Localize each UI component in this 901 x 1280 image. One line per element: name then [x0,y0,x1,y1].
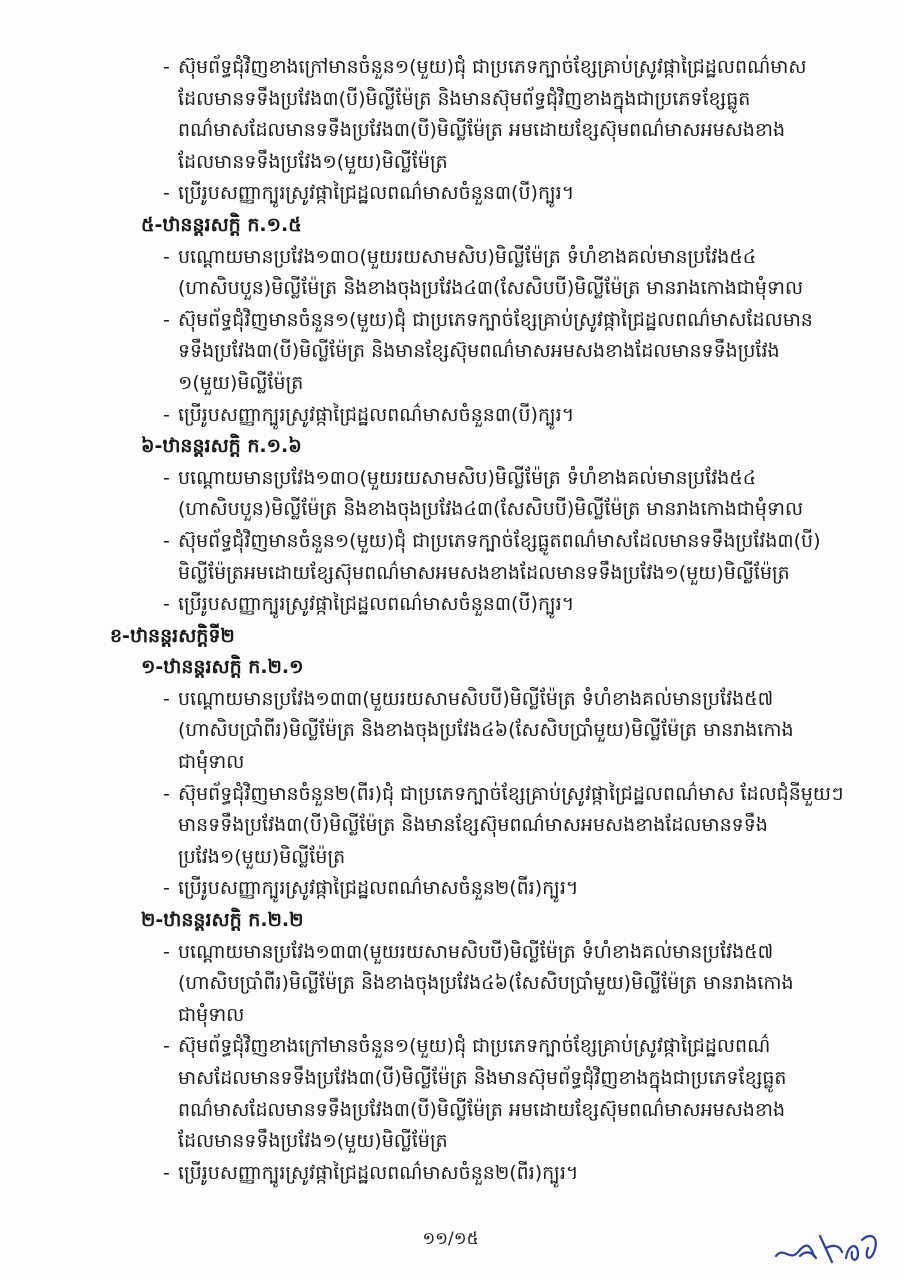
bullet-dash: - [163,466,170,489]
bullet-dash: - [163,877,170,900]
subsection-heading [0,652,901,684]
page-number: ១១/១៥ [422,1229,479,1249]
section-heading [0,621,901,653]
bullet-dash: - [163,1161,170,1184]
bullet-continuation [0,273,901,305]
bullet-continuation [0,84,901,116]
bullet-item [0,242,901,274]
line-text: ប្រើរូបសញ្ញាក្បូរស្រូវផ្កាជ្រៃដ្ឋលពណ៌មាសចំនួន២(ពីរ)ក្បូរ។ [178,1161,579,1184]
line-text: ៥-ឋានន្តរសក្តិ ក.១.៥ [141,213,302,236]
line-text: ១-ឋានន្តរសក្តិ ក.២.១ [141,656,304,679]
bullet-continuation [0,558,901,590]
line-text: ប្រើរូបសញ្ញាក្បូរស្រូវផ្កាជ្រៃដ្ឋលពណ៌មាសចំនួន៣(បី)ក្បូរ។ [178,593,575,616]
bullet-dash: - [163,782,170,805]
bullet-item [0,779,901,811]
handwritten-signature [770,1222,888,1272]
bullet-dash: - [163,687,170,710]
line-text: (ហាសិបប្រាំពីរ)មិល្លីម៉ែត្រ និងខាងចុងប្រវែង៤៦(សែសិបប្រាំមួយ)មិល្លីម៉ែត្រ មានរាងកោង [178,719,794,742]
bullet-item [0,1031,901,1063]
bullet-continuation [0,147,901,179]
bullet-item [0,400,901,432]
document-body [0,52,901,1189]
bullet-dash: - [163,308,170,331]
line-text: ប្រើរូបសញ្ញាក្បូរស្រូវផ្កាជ្រៃដ្ឋលពណ៌មាសចំនួន៣(បី)ក្បូរ។ [178,403,575,426]
bullet-dash: - [163,1035,170,1058]
line-text: ពណ៌មាសដែលមានទទឹងប្រវែង៣(បី)មិល្លីម៉ែត្រ អមដោយខ្សែស៊ុមពណ៌មាសអមសងខាង [178,119,786,142]
line-text: ២-ឋានន្តរសក្តិ ក.២.២ [141,909,304,932]
bullet-item [0,589,901,621]
bullet-continuation [0,968,901,1000]
line-text: ស៊ុមព័ទ្ធជុំវិញខាងក្រៅមានចំនួន១(មួយ)ជុំ ជាប្រភេទក្បាច់ខ្សែគ្រាប់ស្រូវផ្កាជ្រៃដ្ឋលពណ៌ [178,1035,771,1058]
line-text: បណ្តោយមានប្រវែង១៣៣(មួយរយសាមសិបបី)មិល្លីម៉ែត្រ ទំហំខាងគល់មានប្រវែង៥៧ [178,687,774,710]
bullet-continuation [0,1095,901,1127]
bullet-continuation [0,747,901,779]
bullet-item [0,684,901,716]
bullet-continuation [0,842,901,874]
line-text: មាសដែលមានទទឹងប្រវែង៣(បី)មិល្លីម៉ែត្រ និងមានស៊ុមព័ទ្ធជុំវិញខាងក្នុងជាប្រភេទខ្សែធ្លូត [178,1067,787,1089]
bullet-continuation [0,1063,901,1095]
subsection-heading [0,431,901,463]
line-text: ប្រើរូបសញ្ញាក្បូរស្រូវផ្កាជ្រៃដ្ឋលពណ៌មាសចំនួន៣(បី)ក្បូរ។ [178,182,575,205]
line-text: ស៊ុមព័ទ្ធជុំវិញមានចំនួន១(មួយ)ជុំ ជាប្រភេទក្បាច់ខ្សែធ្លូតពណ៌មាសដែលមានទទឹងប្រវែង៣(បី) [178,529,821,552]
bullet-item [0,1158,901,1190]
bullet-item [0,526,901,558]
bullet-dash: - [163,403,170,426]
line-text: មានទទឹងប្រវែង៣(បី)មិល្លីម៉ែត្រ និងមានខ្សែស៊ុមពណ៌មាសអមសងខាងដែលមានទទឹង [178,814,768,837]
bullet-item [0,52,901,84]
line-text: ១(មួយ)មិល្លីម៉ែត្រ [178,371,304,394]
bullet-continuation [0,810,901,842]
line-text: ស៊ុមព័ទ្ធជុំវិញខាងក្រៅមានចំនួន១(មួយ)ជុំ ជាប្រភេទក្បាច់ខ្សែគ្រាប់ស្រូវផ្កាជ្រៃដ្ឋលពណ៌មាស [178,56,807,78]
line-text: បណ្តោយមានប្រវែង១៣០(មួយរយសាមសិប)មិល្លីម៉ែត្រ ទំហំខាងគល់មានប្រវែង៥៤ [178,466,757,489]
line-text: (ហាសិបបួន)មិល្លីម៉ែត្រ និងខាងចុងប្រវែង៤៣(សែសិបបី)មិល្លីម៉ែត្រ មានរាងកោងជាមុំទាល [178,498,804,521]
subsection-heading [0,905,901,937]
bullet-continuation [0,115,901,147]
line-text: បណ្តោយមានប្រវែង១៣០(មួយរយសាមសិប)មិល្លីម៉ែត្រ ទំហំខាងគល់មានប្រវែង៥៤ [178,245,757,268]
line-text: ស៊ុមព័ទ្ធជុំវិញមានចំនួន១(មួយ)ជុំ ជាប្រភេទក្បាច់ខ្សែគ្រាប់ស្រូវផ្កាជ្រៃដ្ឋលពណ៌មាសដែលមាន [178,308,813,331]
bullet-continuation [0,494,901,526]
line-text: (ហាសិបប្រាំពីរ)មិល្លីម៉ែត្រ និងខាងចុងប្រវែង៤៦(សែសិបប្រាំមួយ)មិល្លីម៉ែត្រ មានរាងកោង [178,972,794,995]
bullet-dash: - [163,56,170,78]
bullet-item [0,463,901,495]
line-text: ខ-ឋានន្តរសក្តិទី២ [110,624,235,647]
line-text: ជាមុំទាល [178,751,245,774]
bullet-continuation [0,1126,901,1158]
bullet-dash: - [163,529,170,552]
line-text: ទទឹងប្រវែង៣(បី)មិល្លីម៉ែត្រ និងមានខ្សែស៊ុមពណ៌មាសអមសងខាងដែលមានទទឹងប្រវែង [178,340,780,363]
line-text: ប្រើរូបសញ្ញាក្បូរស្រូវផ្កាជ្រៃដ្ឋលពណ៌មាសចំនួន២(ពីរ)ក្បូរ។ [178,877,579,900]
bullet-item [0,873,901,905]
bullet-continuation [0,368,901,400]
line-text: ជាមុំទាល [178,1003,245,1026]
line-text: ពណ៌មាសដែលមានទទឹងប្រវែង៣(បី)មិល្លីម៉ែត្រ អមដោយខ្សែស៊ុមពណ៌មាសអមសងខាង [178,1098,786,1121]
bullet-continuation [0,1000,901,1032]
bullet-dash: - [163,593,170,616]
line-text: ដែលមានទទឹងប្រវែង១(មួយ)មិល្លីម៉ែត្រ [178,1130,448,1153]
bullet-dash: - [163,182,170,205]
line-text: ប្រវែង១(មួយ)មិល្លីម៉ែត្រ [178,845,346,868]
line-text: ៦-ឋានន្តរសក្តិ ក.១.៦ [141,435,302,458]
line-text: ដែលមានទទឹងប្រវែង១(មួយ)មិល្លីម៉ែត្រ [178,150,448,173]
line-text: មិល្លីម៉ែត្រអមដោយខ្សែស៊ុមពណ៌មាសអមសងខាងដែលមានទទឹងប្រវែង១(មួយ)មិល្លីម៉ែត្រ [178,561,790,584]
line-text: ស៊ុមព័ទ្ធជុំវិញមានចំនួន២(ពីរ)ជុំ ជាប្រភេទក្បាច់ខ្សែគ្រាប់ស្រូវផ្កាជ្រៃដ្ឋលពណ៌មាស ដែលជុំនីមួយៗ [178,782,844,805]
bullet-dash: - [163,245,170,268]
bullet-continuation [0,715,901,747]
line-text: ដែលមានទទឹងប្រវែង៣(បី)មិល្លីម៉ែត្រ និងមានស៊ុមព័ទ្ធជុំវិញខាងក្នុងជាប្រភេទខ្សែធ្លូត [178,87,751,110]
bullet-item [0,305,901,337]
line-text: (ហាសិបបួន)មិល្លីម៉ែត្រ និងខាងចុងប្រវែង៤៣(សែសិបបី)មិល្លីម៉ែត្រ មានរាងកោងជាមុំទាល [178,277,804,300]
bullet-dash: - [163,940,170,963]
line-text: បណ្តោយមានប្រវែង១៣៣(មួយរយសាមសិបបី)មិល្លីម៉ែត្រ ទំហំខាងគល់មានប្រវែង៥៧ [178,940,774,963]
subsection-heading [0,210,901,242]
bullet-item [0,178,901,210]
bullet-continuation [0,336,901,368]
bullet-item [0,937,901,969]
